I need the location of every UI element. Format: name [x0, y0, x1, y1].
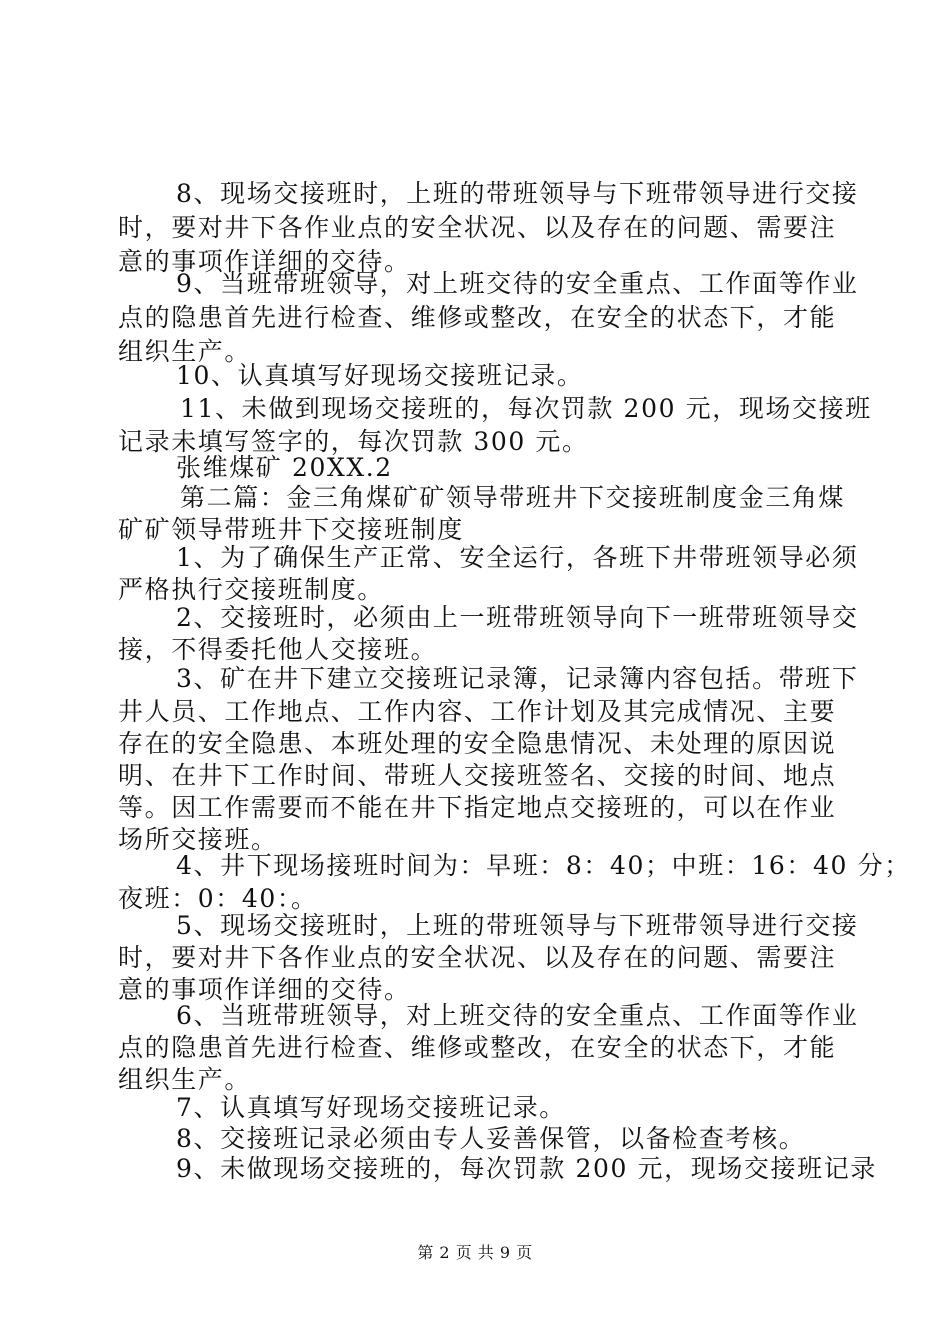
text-line: 夜班：0：40：。 [118, 884, 318, 913]
text-line: 矿矿领导带班井下交接班制度 [118, 515, 464, 544]
text-line: 3、矿在井下建立交接班记录簿，记录簿内容包括。带班下 [176, 664, 859, 693]
text-line: 意的事项作详细的交待。 [118, 247, 411, 276]
text-line: 存在的安全隐患、本班处理的安全隐患情况、未处理的原因说 [118, 729, 837, 758]
text-line: 8、现场交接班时，上班的带班领导与下班带领导进行交接 [176, 179, 859, 208]
text-line: 9、当班带班领导，对上班交待的安全重点、工作面等作业 [176, 269, 859, 298]
text-line: 点的隐患首先进行检查、维修或整改，在安全的状态下，才能 [118, 303, 837, 332]
text-line: 11、未做到现场交接班的，每次罚款 200 元，现场交接班 [180, 394, 872, 423]
text-line: 9、未做现场交接班的，每次罚款 200 元，现场交接班记录 [176, 1154, 877, 1183]
text-line: 明、在井下工作时间、带班人交接班签名、交接的时间、地点 [118, 761, 837, 790]
text-line: 接，不得委托他人交接班。 [118, 635, 438, 664]
text-line: 点的隐患首先进行检查、维修或整改，在安全的状态下，才能 [118, 1033, 837, 1062]
text-line: 时，要对井下各作业点的安全状况、以及存在的问题、需要注 [118, 213, 837, 242]
text-line: 记录未填写签字的，每次罚款 300 元。 [118, 427, 589, 456]
text-line: 6、当班带班领导，对上班交待的安全重点、工作面等作业 [176, 1001, 859, 1030]
text-line: 时，要对井下各作业点的安全状况、以及存在的问题、需要注 [118, 943, 837, 972]
text-line: 组织生产。 [118, 1065, 252, 1094]
text-line: 7、认真填写好现场交接班记录。 [176, 1093, 566, 1122]
text-line: 张维煤矿 20XX.2 [176, 453, 393, 482]
text-line: 1、为了确保生产正常、安全运行，各班下井带班领导必须 [176, 543, 859, 572]
text-line: 8、交接班记录必须由专人妥善保管，以备检查考核。 [176, 1124, 806, 1153]
text-line: 意的事项作详细的交待。 [118, 975, 411, 1004]
text-line: 组织生产。 [118, 337, 252, 366]
text-line: 4、井下现场接班时间为：早班：8：40；中班：16：40 分； [176, 851, 911, 880]
text-line: 严格执行交接班制度。 [118, 575, 385, 604]
text-line: 井人员、工作地点、工作内容、工作计划及其完成情况、主要 [118, 697, 837, 726]
text-line: 2、交接班时，必须由上一班带班领导向下一班带班领导交 [176, 603, 859, 632]
text-line: 场所交接班。 [118, 825, 278, 854]
text-line: 5、现场交接班时，上班的带班领导与下班带领导进行交接 [176, 911, 859, 940]
page-number-footer: 第 2 页 共 9 页 [417, 1243, 533, 1262]
text-line: 第二篇：金三角煤矿矿领导带班井下交接班制度金三角煤 [180, 483, 846, 512]
text-line: 10、认真填写好现场交接班记录。 [176, 361, 584, 390]
text-line: 等。因工作需要而不能在井下指定地点交接班的，可以在作业 [118, 793, 837, 822]
